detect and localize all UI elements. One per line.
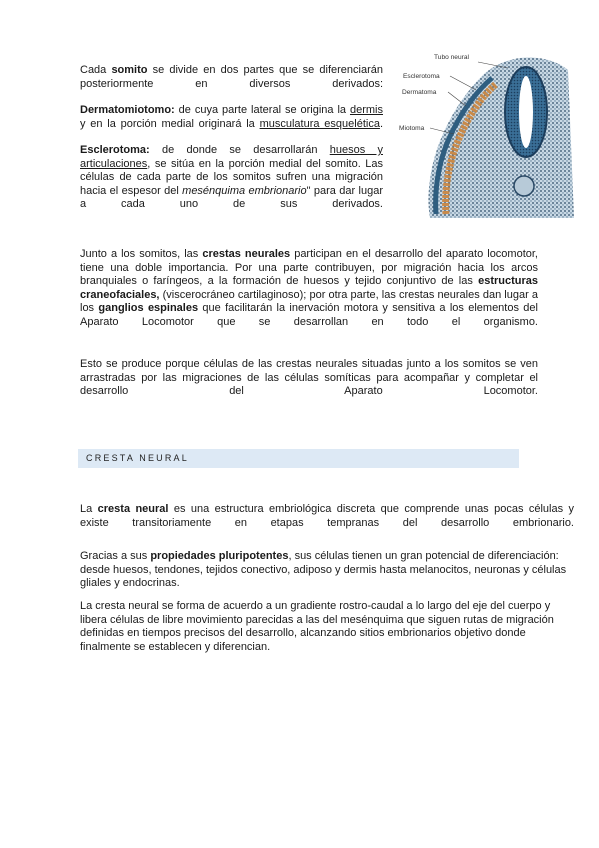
- section-title: CRESTA NEURAL: [86, 453, 189, 463]
- crestas-text-cont2: (viscerocráneo cartilaginoso); por otra parte, las crestas neurales dan lugar a los: [80, 288, 538, 315]
- dermato-period: .: [379, 117, 383, 130]
- intro-paragraph: [80, 64, 383, 105]
- term-mesenquima: mesénquima embrionario: [182, 184, 307, 197]
- forma-text: La cresta neural se forma de acuerdo a un gradiente rostro-caudal a lo largo del eje del cuerpo y libera células de libre movimiento parecidas a las del mesénquima que siguen rutas de migración definidas en tiempos precisos del desarrollo, alcanzando sitios embrionarios objetivo donde finalmente se establecen y diferencian.: [80, 600, 554, 653]
- gracias-text: Gracias a sus: [80, 550, 151, 562]
- label-dermatoma: Dermatoma: [402, 89, 437, 96]
- label-miotoma: Miotoma: [399, 125, 425, 132]
- term-pluripotentes: propiedades pluripotentes: [150, 550, 289, 562]
- cresta-definition-paragraph: [80, 503, 574, 544]
- dermato-text-cont: y en la porción medial originará la: [80, 117, 260, 130]
- def-text: La: [80, 503, 98, 515]
- term-dermis: dermis: [349, 104, 383, 116]
- term-ganglios: ganglios espinales: [98, 302, 199, 315]
- term-musculatura: musculatura esquelética: [259, 117, 380, 130]
- esto-text: Esto se produce porque células de las crestas neurales situadas junto a los somitos se ven arrastradas por las migraciones de las células somíticas para acompañar y completar el desarrollo del Aparato Locomotor.: [80, 358, 538, 398]
- term-somito: somito: [111, 64, 148, 76]
- crestas-text: Junto a los somitos, las: [80, 248, 203, 260]
- gracias-text-cont: , sus células tienen un gran potencial de diferenciación: desde huesos, tendones, tejidos conectivo, adiposo y dermis hasta melanocitos, neuronas y células gliales y endocrinas.: [80, 550, 567, 590]
- somite-figure: [396, 46, 576, 220]
- crestas-text-end: que facilitarán la inervación motora y sensitiva a los elementos del Aparato Locomotor que se desarrollan en todo el organismo.: [80, 302, 538, 328]
- gracias-paragraph: [80, 550, 572, 591]
- esclerotoma-paragraph: [80, 144, 383, 226]
- intro-text-cont: se divide en dos partes que se diferenciarán posteriormente en diversos derivados:: [80, 64, 383, 90]
- term-huesos: huesos y articulaciones: [80, 144, 383, 170]
- label-tubo-neural: Tubo neural: [434, 54, 469, 61]
- label-esclerotoma: Esclerotoma: [403, 73, 440, 80]
- def-text-cont: es una estructura embriológica discreta que comprende unas pocas células y existe transitoriamente en etapas tempranas del desarrollo embrionario.: [80, 503, 574, 529]
- dermato-text: de cuya parte lateral se origina la: [174, 104, 350, 116]
- term-esclerotoma: Esclerotoma:: [80, 144, 150, 156]
- intro-text: Cada: [80, 64, 112, 76]
- term-estructuras: estructuras craneofaciales,: [80, 275, 538, 301]
- dermatomiotomo-paragraph: [80, 104, 383, 145]
- term-crestas-neurales: crestas neurales: [202, 248, 291, 260]
- term-dermatomiotomo: Dermatomiotomo:: [80, 104, 175, 116]
- esclero-text-end: " para dar lugar a cada uno de sus derivados.: [80, 184, 383, 211]
- crestas-paragraph: [80, 248, 538, 343]
- section-header-bar: [78, 449, 519, 468]
- crestas-text-cont: participan en el desarrollo del aparato locomotor, tiene una doble importancia. Por una parte contribuyen, por migración hacia los arcos branquiales o faríngeos, a la formación de huesos y tejido conjuntivo de las: [80, 248, 538, 288]
- esclero-text: de donde se desarrollarán: [149, 144, 330, 156]
- forma-paragraph: [80, 600, 572, 654]
- somite-illustration: [396, 46, 576, 220]
- term-cresta-neural: cresta neural: [97, 503, 169, 515]
- esto-paragraph: [80, 358, 538, 412]
- esclero-text-cont: , se sitúa en la porción medial del somito. Las células de cada parte de los somitos sufren una migración hacia el espesor del: [80, 157, 383, 197]
